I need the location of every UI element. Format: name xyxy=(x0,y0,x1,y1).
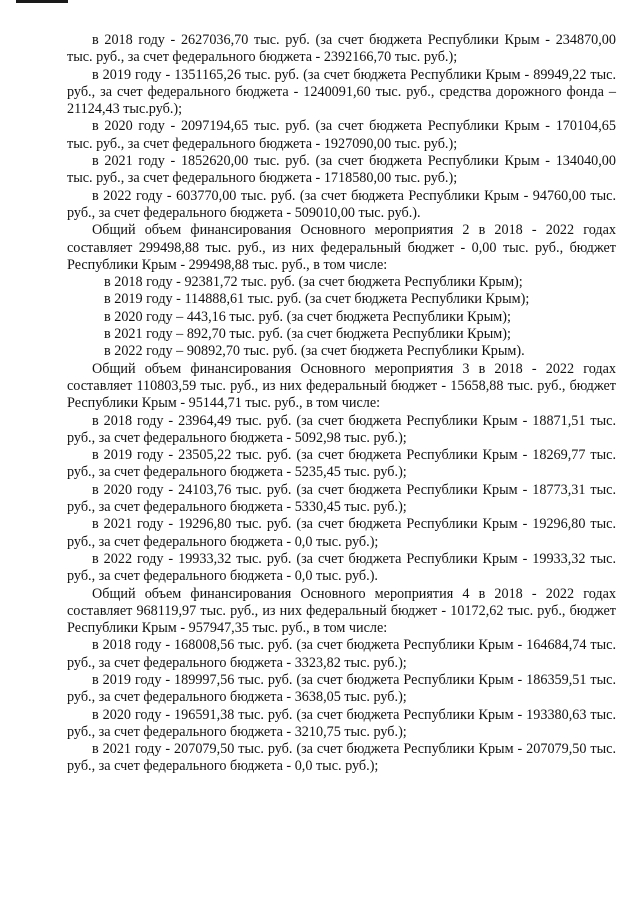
paragraph-measure-2-2019: в 2019 году - 114888,61 тыс. руб. (за счет бюджета Республики Крым); xyxy=(104,291,530,308)
paragraph-measure-4-summary: Общий объем финансирования Основного мероприятия 4 в 2018 - 2022 годах составляет 968119,97 тыс. руб., из них федеральный бюджет - 10172,62 тыс. руб., бюджет Республики Крым - 957947,35 тыс. руб., в том числе: xyxy=(67,585,616,637)
paragraph-measure-3-2018: в 2018 году - 23964,49 тыс. руб. (за счет бюджета Республики Крым - 18871,51 тыс. руб., за счет федерального бюджета - 5092,98 тыс. руб.); xyxy=(67,412,616,446)
paragraph-measure-3-summary: Общий объем финансирования Основного мероприятия 3 в 2018 - 2022 годах составляет 110803,59 тыс. руб., из них федеральный бюджет - 15658,88 тыс. руб., бюджет Республики Крым - 95144,71 тыс. руб., в том числе: xyxy=(67,360,616,412)
paragraph-measure-4-2019: в 2019 году - 189997,56 тыс. руб. (за счет бюджета Республики Крым - 186359,51 тыс. руб., за счет федерального бюджета - 3638,05 тыс. руб.); xyxy=(67,671,616,706)
paragraph-measure-2-2021: в 2021 году – 892,70 тыс. руб. (за счет бюджета Республики Крым); xyxy=(104,326,511,343)
paragraph-measure-4-2018: в 2018 году - 168008,56 тыс. руб. (за счет бюджета Республики Крым - 164684,74 тыс. руб., за счет федерального бюджета - 3323,82 тыс. руб.); xyxy=(67,637,616,671)
top-edge-mark xyxy=(16,0,68,3)
paragraph-measure-3-2019: в 2019 году - 23505,22 тыс. руб. (за счет бюджета Республики Крым - 18269,77 тыс. руб., за счет федерального бюджета - 5235,45 тыс. руб.); xyxy=(67,447,616,481)
paragraph-measure-2-2020: в 2020 году – 443,16 тыс. руб. (за счет бюджета Республики Крым); xyxy=(104,308,511,325)
paragraph-measure-2-2022: в 2022 году – 90892,70 тыс. руб. (за счет бюджета Республики Крым). xyxy=(104,343,525,360)
paragraph-measure-3-2022: в 2022 году - 19933,32 тыс. руб. (за счет бюджета Республики Крым - 19933,32 тыс. руб., за счет федерального бюджета - 0,0 тыс. руб.). xyxy=(67,550,616,585)
paragraph-2018-total: в 2018 году - 2627036,70 тыс. руб. (за счет бюджета Республики Крым - 234870,00 тыс. руб., за счет федерального бюджета - 2392166,70 тыс. руб.); xyxy=(67,32,616,66)
document-body xyxy=(67,32,616,776)
paragraph-2021-total: в 2021 году - 1852620,00 тыс. руб. (за счет бюджета Республики Крым - 134040,00 тыс. руб., за счет федерального бюджета - 1718580,00 тыс. руб.); xyxy=(67,153,616,187)
paragraph-measure-3-2020: в 2020 году - 24103,76 тыс. руб. (за счет бюджета Республики Крым - 18773,31 тыс. руб., за счет федерального бюджета - 5330,45 тыс. руб.); xyxy=(67,481,616,516)
paragraph-measure-2-summary: Общий объем финансирования Основного мероприятия 2 в 2018 - 2022 годах составляет 299498,88 тыс. руб., из них федеральный бюджет - 0,00 тыс. руб., бюджет Республики Крым - 299498,88 тыс. руб., в том числе: xyxy=(67,222,616,273)
paragraph-measure-4-2020: в 2020 году - 196591,38 тыс. руб. (за счет бюджета Республики Крым - 193380,63 тыс. руб., за счет федерального бюджета - 3210,75 тыс. руб.); xyxy=(67,706,616,740)
paragraph-measure-2-2018: в 2018 году - 92381,72 тыс. руб. (за счет бюджета Республики Крым); xyxy=(104,274,523,291)
paragraph-2022-total: в 2022 году - 603770,00 тыс. руб. (за счет бюджета Республики Крым - 94760,00 тыс. руб., за счет федерального бюджета - 509010,00 тыс. руб.). xyxy=(67,187,616,221)
paragraph-2020-total: в 2020 году - 2097194,65 тыс. руб. (за счет бюджета Республики Крым - 170104,65 тыс. руб., за счет федерального бюджета - 1927090,00 тыс. руб.); xyxy=(67,118,616,152)
paragraph-measure-4-2021: в 2021 году - 207079,50 тыс. руб. (за счет бюджета Республики Крым - 207079,50 тыс. руб., за счет федерального бюджета - 0,0 тыс. руб.); xyxy=(67,741,616,775)
paragraph-2019-total: в 2019 году - 1351165,26 тыс. руб. (за счет бюджета Республики Крым - 89949,22 тыс. руб., за счет федерального бюджета - 1240091,60 тыс. руб., средства дорожного фонда – 21124,43 тыс.руб.); xyxy=(67,66,616,118)
paragraph-measure-3-2021: в 2021 году - 19296,80 тыс. руб. (за счет бюджета Республики Крым - 19296,80 тыс. руб., за счет федерального бюджета - 0,0 тыс. руб.); xyxy=(67,516,616,550)
